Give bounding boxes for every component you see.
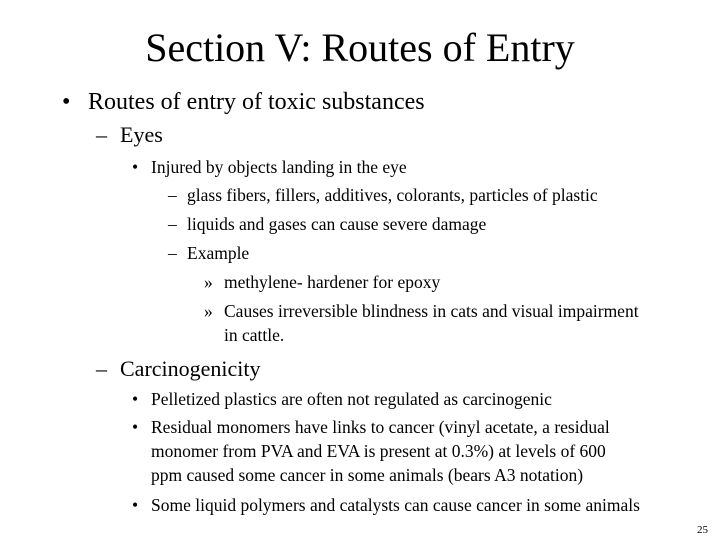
bullet-dot-icon: • [132, 495, 139, 515]
page-number: 25 [697, 524, 708, 536]
bullet-dash-icon: – [96, 122, 107, 147]
carcinogenicity-point-continued: monomer from PVA and EVA is present at 0.3%) at levels of 600 [151, 441, 606, 461]
eyes-point: Injured by objects landing in the eye [151, 157, 407, 177]
carcinogenicity-point: Some liquid polymers and catalysts can cause cancer in some animals [151, 495, 640, 515]
bullet-dot-icon: • [132, 157, 139, 177]
carcinogenicity-point-continued: ppm caused some cancer in some animals (bears A3 notation) [151, 465, 584, 485]
bullet-dash-icon: – [168, 185, 177, 205]
eyes-subpoint: liquids and gases can cause severe damage [187, 214, 487, 234]
level1-text: Routes of entry of toxic substances [88, 89, 425, 115]
bullet-dot-icon: • [132, 389, 139, 409]
bullet-chevron-icon: » [204, 301, 213, 321]
carcinogenicity-heading: Carcinogenicity [120, 356, 261, 381]
bullet-chevron-icon: » [204, 272, 213, 292]
eyes-example: methylene- hardener for epoxy [224, 272, 441, 292]
bullet-dot-icon: • [62, 89, 71, 115]
carcinogenicity-point: Pelletized plastics are often not regulated as carcinogenic [151, 389, 552, 409]
eyes-heading: Eyes [120, 122, 163, 147]
eyes-subpoint: Example [187, 243, 250, 263]
bullet-dash-icon: – [168, 214, 177, 234]
eyes-subpoint: glass fibers, fillers, additives, colorants, particles of plastic [187, 185, 598, 205]
bullet-dash-icon: – [96, 356, 107, 381]
slide-title: Section V: Routes of Entry [145, 25, 575, 70]
eyes-example-continued: in cattle. [224, 325, 285, 345]
eyes-example: Causes irreversible blindness in cats and visual impairment [224, 301, 639, 321]
carcinogenicity-point: Residual monomers have links to cancer (vinyl acetate, a residual [151, 417, 610, 437]
bullet-dash-icon: – [168, 243, 177, 263]
bullet-dot-icon: • [132, 417, 139, 437]
